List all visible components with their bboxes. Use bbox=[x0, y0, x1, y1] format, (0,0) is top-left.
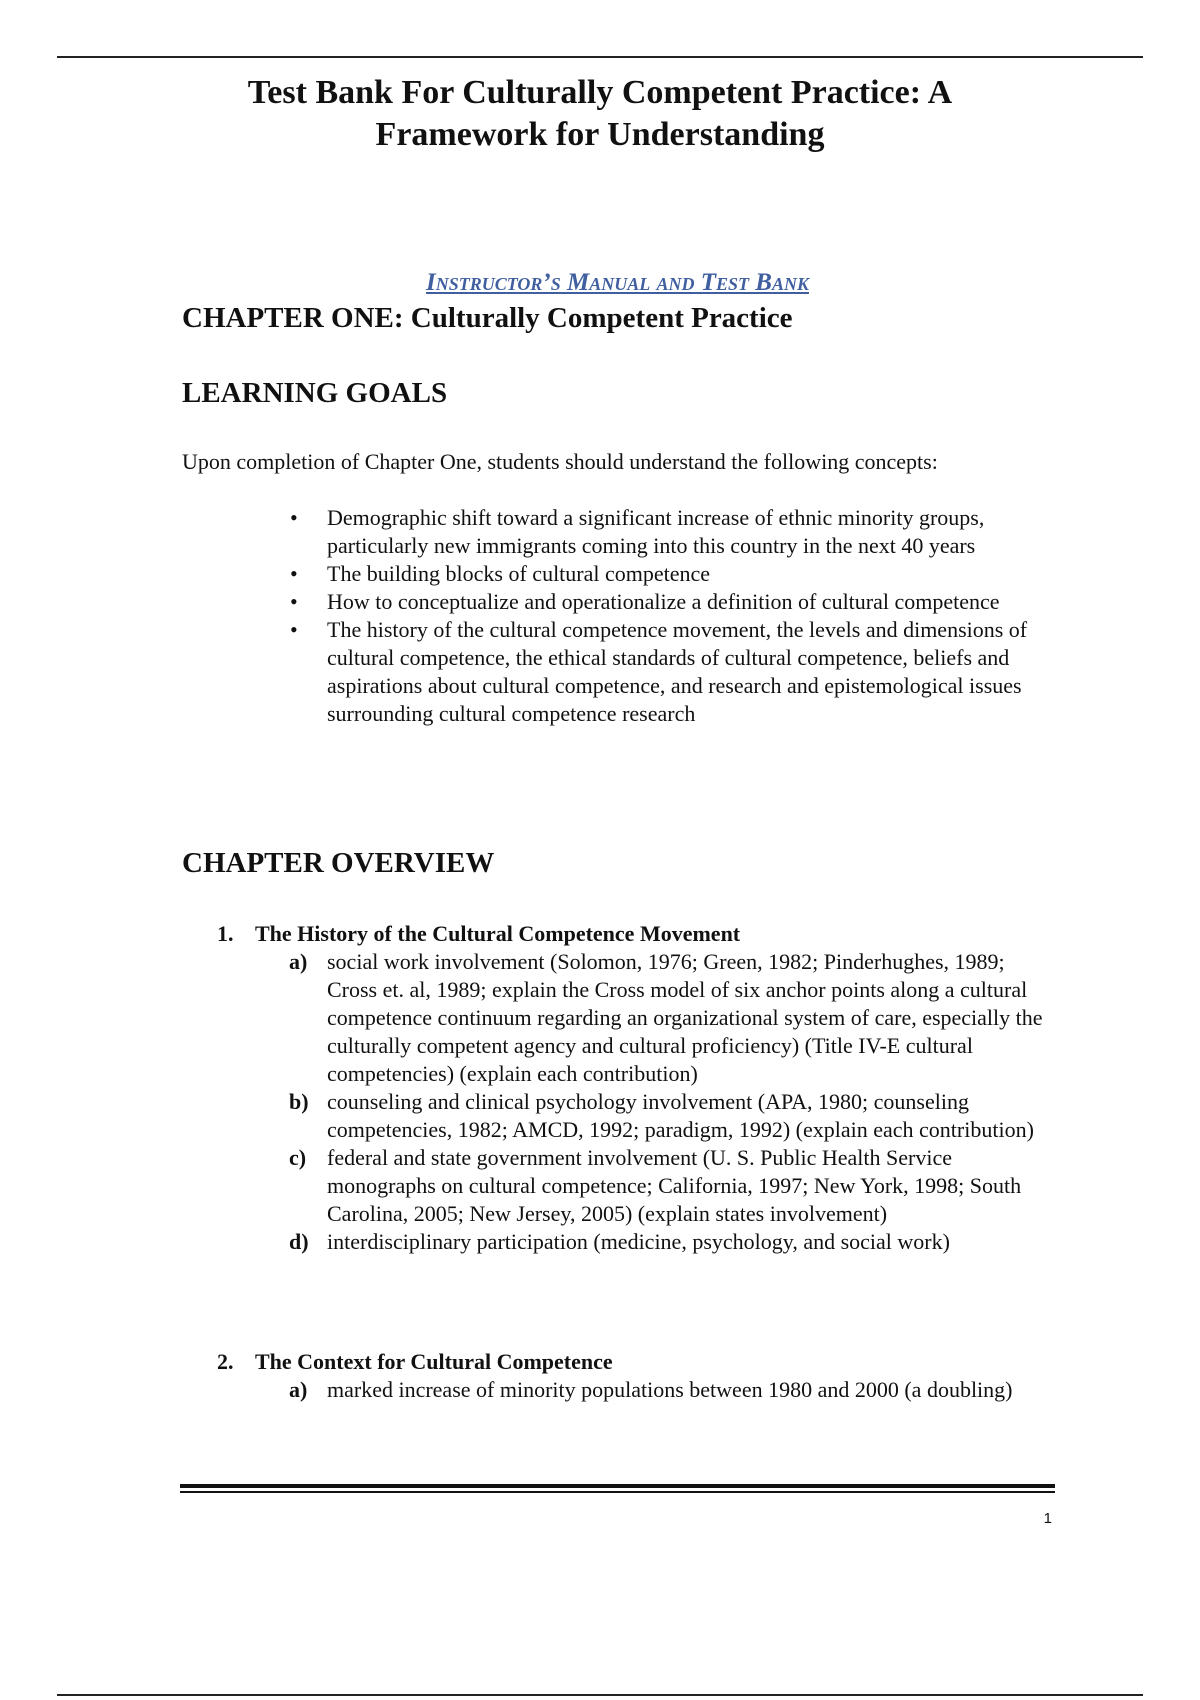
item-letter: b) bbox=[289, 1089, 309, 1114]
section-item bbox=[289, 948, 1057, 1088]
bottom-divider bbox=[57, 1694, 1143, 1696]
overview-section-1 bbox=[217, 920, 1057, 1256]
document-title-line-2: Framework for Understanding bbox=[375, 116, 825, 153]
item-text: interdisciplinary participation (medicine, psychology, and social work) bbox=[327, 1229, 950, 1254]
learning-goal-item: • The building blocks of cultural competence bbox=[287, 560, 1047, 588]
section-item bbox=[289, 1088, 1057, 1144]
overview-section-2 bbox=[217, 1348, 1057, 1404]
document-title bbox=[0, 72, 1200, 156]
section-title: The Context for Cultural Competence bbox=[255, 1349, 613, 1374]
document-title-line-1: Test Bank For Culturally Competent Practice: A bbox=[247, 74, 953, 111]
learning-goal-item: • How to conceptualize and operationalize a definition of cultural competence bbox=[287, 588, 1047, 616]
learning-goal-item: • The history of the cultural competence movement, the levels and dimensions of cultural competence, the ethical standards of cultural competence, beliefs and aspirations about cultural competence, and research and epistemological issues surrounding cultural competence research bbox=[287, 616, 1047, 728]
section-number: 1. bbox=[217, 921, 234, 946]
section-item bbox=[289, 1228, 1057, 1256]
item-letter: d) bbox=[289, 1229, 309, 1254]
item-letter: a) bbox=[289, 949, 308, 974]
item-text: federal and state government involvement (U. S. Public Health Service monographs on cultural competence; California, 1997; New York, 1998; South Carolina, 2005; New Jersey, 2005) (explain states involvement) bbox=[327, 1145, 1022, 1226]
item-text: marked increase of minority populations between 1980 and 2000 (a doubling) bbox=[327, 1377, 1013, 1402]
page-number: 1 bbox=[1043, 1510, 1052, 1527]
section-items bbox=[217, 948, 1057, 1256]
overview-section-heading bbox=[217, 1348, 1057, 1376]
learning-goals-heading: LEARNING GOALS bbox=[182, 377, 448, 409]
item-letter: c) bbox=[289, 1145, 307, 1170]
item-text: counseling and clinical psychology involvement (APA, 1980; counseling competencies, 1982; AMCD, 1992; paradigm, 1992) (explain each contribution) bbox=[327, 1089, 1034, 1142]
section-title: The History of the Cultural Competence Movement bbox=[255, 921, 741, 946]
item-letter: a) bbox=[289, 1377, 308, 1402]
section-items bbox=[217, 1376, 1057, 1404]
overview-section-heading bbox=[217, 920, 1057, 948]
section-number: 2. bbox=[217, 1349, 234, 1374]
section-item bbox=[289, 1144, 1057, 1228]
top-divider bbox=[57, 56, 1143, 58]
learning-goals-intro: Upon completion of Chapter One, students should understand the following concepts: bbox=[182, 449, 938, 474]
learning-goals-list bbox=[287, 504, 1047, 728]
footer-divider bbox=[180, 1484, 1055, 1493]
item-text: social work involvement (Solomon, 1976; Green, 1982; Pinderhughes, 1989; Cross et. al, 1989; explain the Cross model of six anchor points along a cultural competence continuum regarding an organizational system of care, especially the culturally competent agency and cultural proficiency) (Title IV-E cultural competencies) (explain each contribution) bbox=[327, 949, 1043, 1086]
section-item bbox=[289, 1376, 1057, 1404]
learning-goal-item: • Demographic shift toward a significant increase of ethnic minority groups, particularly new immigrants coming into this country in the next 40 years bbox=[287, 504, 1047, 560]
instructors-manual-link[interactable]: Instructor’s Manual and Test Bank bbox=[426, 269, 809, 296]
chapter-title: CHAPTER ONE: Culturally Competent Practice bbox=[182, 302, 793, 334]
chapter-overview-heading: CHAPTER OVERVIEW bbox=[182, 847, 495, 879]
